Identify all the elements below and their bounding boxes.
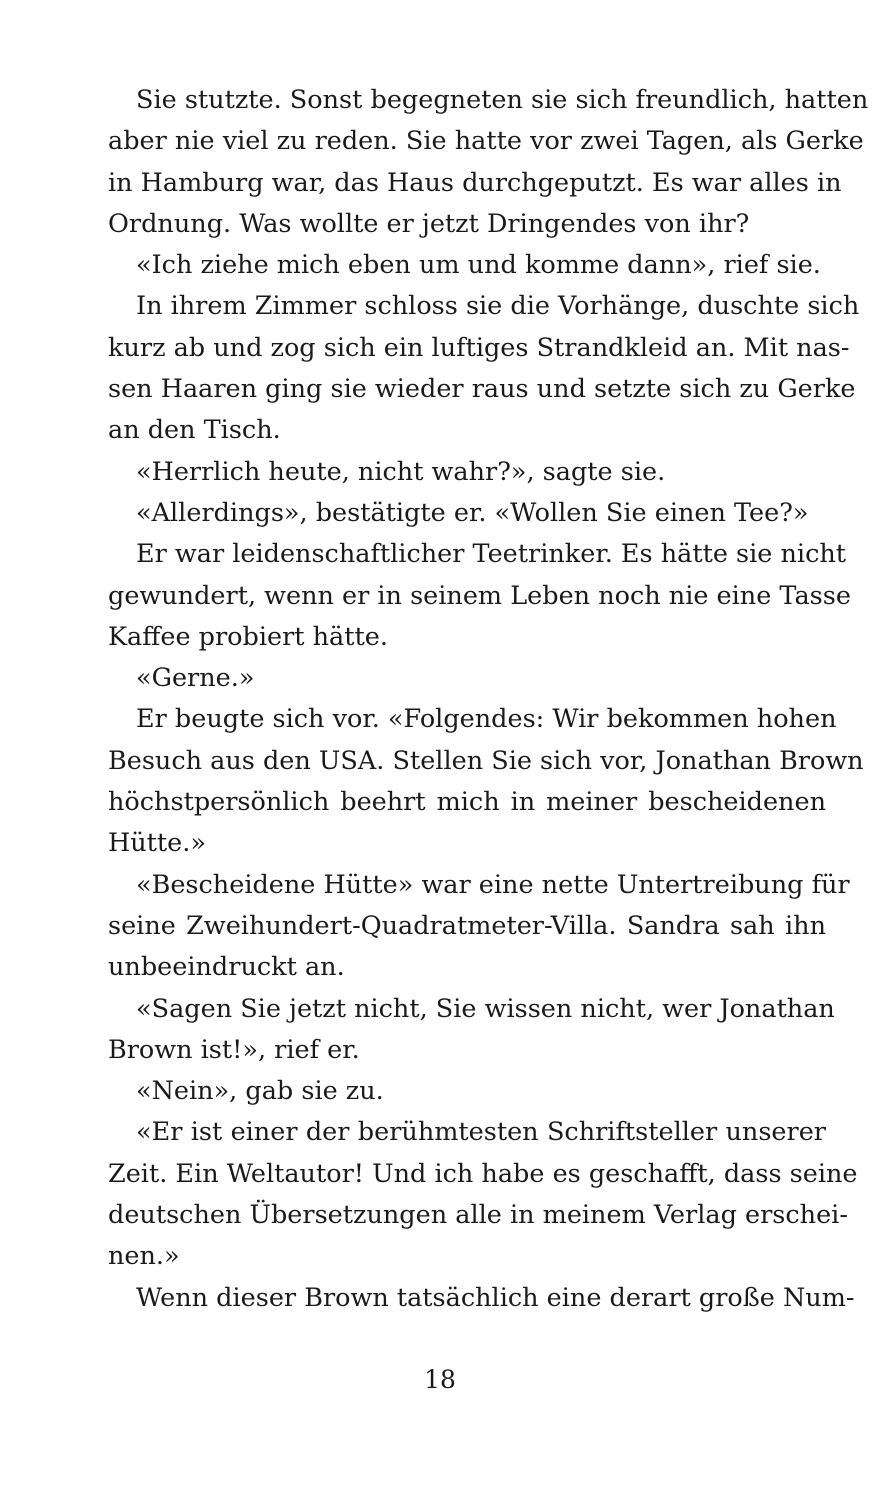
text-line: Kaffee probiert hätte. bbox=[108, 621, 388, 652]
text-line: In ihrem Zimmer schloss sie die Vorhänge, duschte sich bbox=[136, 291, 860, 322]
text-line: nen.» bbox=[108, 1241, 180, 1272]
text-line: sen Haaren ging sie wieder raus und setzte sich zu Gerke bbox=[108, 374, 856, 405]
body-text bbox=[108, 80, 869, 1319]
text-line: Hütte.» bbox=[108, 828, 206, 859]
text-line: deutschen Übersetzungen alle in meinem Verlag erschei- bbox=[108, 1200, 848, 1231]
text-line: «Herrlich heute, nicht wahr?», sagte sie. bbox=[136, 456, 666, 487]
text-line: gewundert, wenn er in seinem Leben noch nie eine Tasse bbox=[108, 580, 851, 611]
page-number: 18 bbox=[424, 1365, 456, 1394]
text-line: Ordnung. Was wollte er jetzt Dringendes von ihr? bbox=[108, 208, 750, 239]
text-line: unbeeindruckt an. bbox=[108, 952, 345, 983]
text-line: seine Zweihundert-Quadratmeter-Villa. Sandra sah ihn bbox=[108, 910, 826, 941]
text-line: aber nie viel zu reden. Sie hatte vor zwei Tagen, als Gerke bbox=[108, 126, 864, 157]
text-line: «Bescheidene Hütte» war eine nette Untertreibung für bbox=[136, 869, 850, 900]
text-line: «Gerne.» bbox=[136, 663, 255, 694]
text-line: Er beugte sich vor. «Folgendes: Wir bekommen hohen bbox=[136, 704, 837, 735]
text-line: an den Tisch. bbox=[108, 415, 281, 446]
text-line: Er war leidenschaftlicher Teetrinker. Es hätte sie nicht bbox=[136, 539, 847, 570]
text-line: Brown ist!», rief er. bbox=[108, 1034, 360, 1065]
text-line: Wenn dieser Brown tatsächlich eine derart große Num- bbox=[136, 1282, 855, 1313]
text-line: in Hamburg war, das Haus durchgeputzt. Es war alles in bbox=[108, 167, 842, 198]
text-line: «Ich ziehe mich eben um und komme dann», rief sie. bbox=[136, 250, 821, 281]
text-line: kurz ab und zog sich ein luftiges Strandkleid an. Mit nas- bbox=[108, 332, 850, 363]
text-line: Besuch aus den USA. Stellen Sie sich vor, Jonathan Brown bbox=[108, 745, 864, 776]
text-line: «Allerdings», bestätigte er. «Wollen Sie einen Tee?» bbox=[136, 497, 809, 528]
text-line: höchstpersönlich beehrt mich in meiner bescheidenen bbox=[108, 787, 826, 818]
text-line: Zeit. Ein Weltautor! Und ich habe es geschafft, dass seine bbox=[108, 1158, 858, 1189]
text-line: Sie stutzte. Sonst begegneten sie sich freundlich, hatten bbox=[136, 85, 869, 115]
text-line: «Er ist einer der berühmtesten Schriftsteller unserer bbox=[136, 1117, 826, 1148]
text-line: «Sagen Sie jetzt nicht, Sie wissen nicht, wer Jonathan bbox=[136, 993, 835, 1024]
text-line: «Nein», gab sie zu. bbox=[136, 1076, 384, 1107]
